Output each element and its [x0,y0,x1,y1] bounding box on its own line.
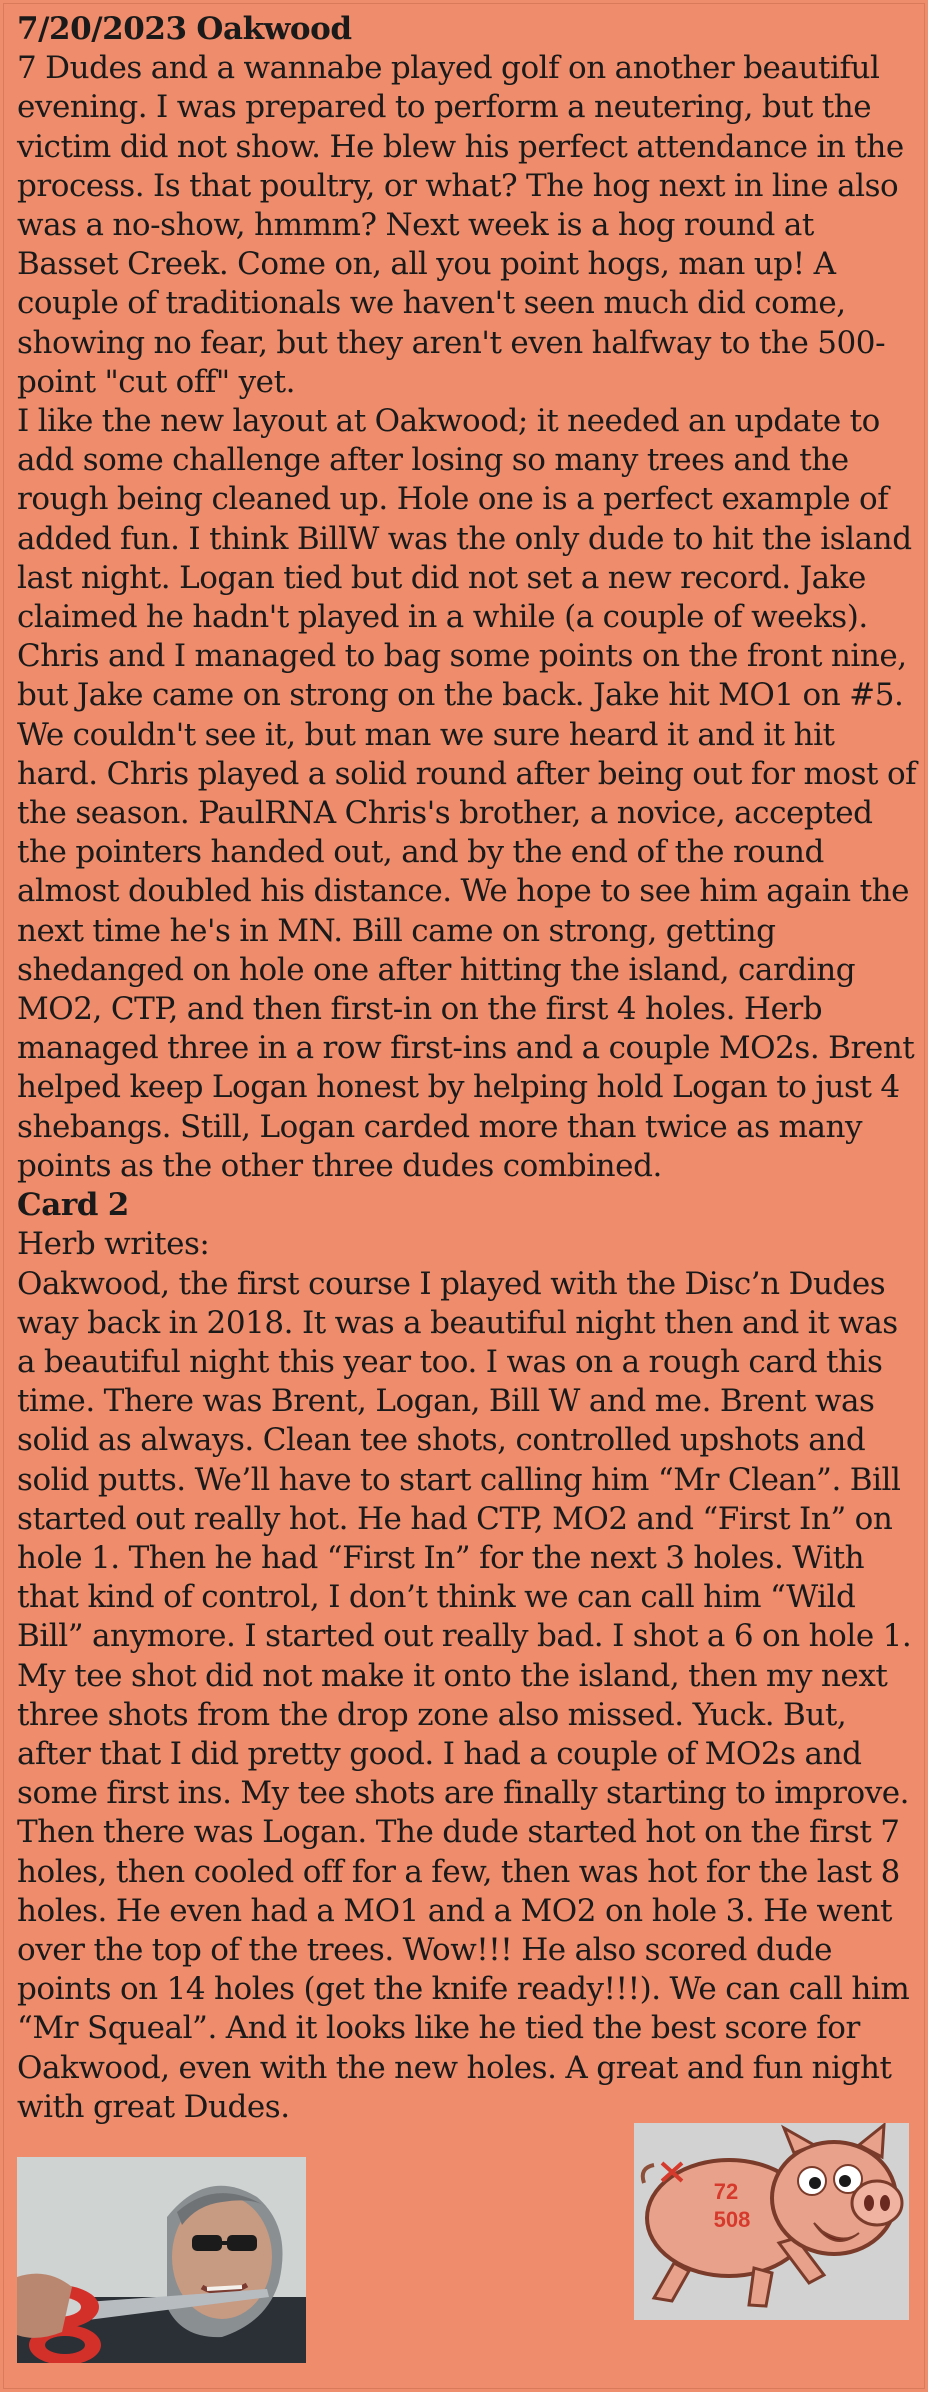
post-page [3,3,925,2389]
pig-score-value: 72 [713,2179,739,2204]
card2-heading: Card 2 [17,1187,129,1224]
post-body [17,10,917,2127]
pig-score-badge [634,2123,909,2320]
paragraph-oakwood-layout: I like the new layout at Oakwood; it needed an update to add some challenge after losing so many trees and the rough being cleaned up. Hole one is a perfect example of added fun. I think BillW was the only dude to hit the island last night. Logan tied but did not set a new record. Jake claimed he hadn't played in a while (a couple of weeks). Chris and I managed to bag some points on the front nine, but Jake came on strong on the back. Jake hit MO1 on #5. We couldn't see it, but man we sure heard it and it hit hard. Chris played a solid round after being out for most of the season. PaulRNA Chris's brother, a novice, accepted the pointers handed out, and by the end of the round almost doubled his distance. We hope to see him again the next time he's in MN. Bill came on strong, getting shedanged on hole one after hitting the island, carding MO2, CTP, and then first-in on the first 4 holes. Herb managed three in a row first-ins and a couple MO2s. Brent helped keep Logan honest by helping hold Logan to just 4 shebangs. Still, Logan carded more than twice as many points as the other three dudes combined. [17,403,917,1184]
post-title: 7/20/2023 Oakwood [17,11,352,47]
pig-points-value: 508 [713,2207,751,2232]
herb-writes-label: Herb writes: [17,1226,210,1263]
scissors-photo [17,2157,306,2363]
paragraph-herb-report: Oakwood, the first course I played with the Disc’n Dudes way back in 2018. It was a beautiful night then and it was a beautiful night this year too. I was on a rough card this time. There was Brent, Logan, Bill W and me. Brent was solid as always. Clean tee shots, controlled upshots and solid putts. We’ll have to start calling him “Mr Clean”. Bill started out really hot. He had CTP, MO2 and “First In” on hole 1. Then he had “First In” for the next 3 holes. With that kind of control, I don’t think we can call him “Wild Bill” anymore. I started out really bad. I shot a 6 on hole 1. My tee shot did not make it onto the island, then my next three shots from the drop zone also missed. Yuck. But, after that I did pretty good. I had a couple of MO2s and some first ins. My tee shots are finally starting to improve. Then there was Logan. The dude started hot on the first 7 holes, then cooled off for a few, then was hot for the last 8 holes. He even had a MO1 and a MO2 on hole 3. He went over the top of the trees. Wow!!! He also scored dude points on 14 holes (get the knife ready!!!). We can call him “Mr Squeal”. And it looks like he tied the best score for Oakwood, even with the new holes. A great and fun night with great Dudes. [17,1265,912,2125]
paragraph-intro: 7 Dudes and a wannabe played golf on another beautiful evening. I was prepared to perform a neutering, but the victim did not show. He blew his perfect attendance in the process. Is that poultry, or what? The hog next in line also was a no-show, hmmm? Next week is a hog round at Basset Creek. Come on, all you point hogs, man up! A couple of traditionals we haven't seen much did come, showing no fear, but they aren't even halfway to the 500-point "cut off" yet. [17,50,904,400]
